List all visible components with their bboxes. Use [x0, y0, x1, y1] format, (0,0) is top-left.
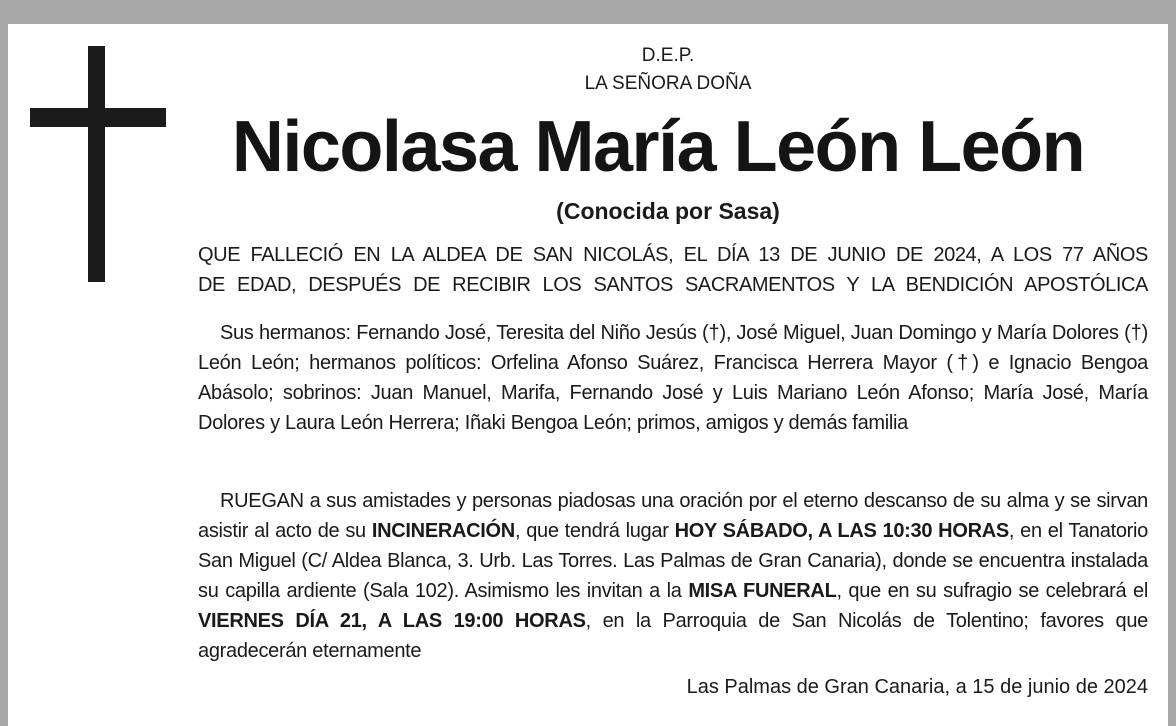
- cremation-label: INCINERACIÓN: [371, 520, 515, 542]
- funeral-mass-label: MISA FUNERAL: [688, 580, 837, 602]
- honorific-heading: LA SEÑORA DOÑA: [584, 73, 752, 94]
- request-text-1: RUEGAN a sus amistades y personas piadosas una oración por el eterno descanso de su alma y se sirvan asistir al acto de su: [198, 490, 1148, 542]
- request-paragraph: [198, 486, 1148, 666]
- place-date-signoff: Las Palmas de Gran Canaria, a 15 de junio de 2024: [686, 676, 1148, 698]
- deceased-nickname: (Conocida por Sasa): [556, 198, 780, 224]
- cross-horizontal-bar: [30, 108, 166, 127]
- death-announcement: [198, 240, 1148, 300]
- request-text-5: , en la Parroquia de San Nicolás de Tolentino; favores que agradecerán eternamente: [198, 610, 1148, 662]
- death-announcement-line-2: DE EDAD, DESPUÉS DE RECIBIR LOS SANTOS SACRAMENTOS Y LA BENDICIÓN APOSTÓLICA: [198, 274, 1148, 296]
- funeral-mass-time: VIERNES DÍA 21, A LAS 19:00 HORAS: [198, 610, 586, 632]
- request-text-4: , que en su sufragio se celebrará el: [836, 580, 1148, 602]
- request-text-2: , que tendrá lugar: [514, 520, 675, 542]
- family-paragraph: [198, 318, 1148, 438]
- latin-cross-icon: [30, 46, 166, 282]
- family-text: Sus hermanos: Fernando José, Teresita del Niño Jesús (†), José Miguel, Juan Domingo y María Dolores (†) León León; hermanos políticos: Orfelina Afonso Suárez, Francisca Herrera Mayor (†) e Ignacio Bengoa Abásolo; sobrinos: Juan Manuel, Marifa, Fernando José y Luis Mariano León Afonso; María José, María Dolores y Laura León Herrera; Iñaki Bengoa León; primos, amigos y demás familia: [198, 322, 1148, 434]
- cross-vertical-bar: [88, 46, 105, 282]
- obituary-notice: [8, 24, 1168, 726]
- request-text-3: , en el Tanatorio San Miguel (C/ Aldea Blanca, 3. Urb. Las Torres. Las Palmas de Gran Canaria), donde se encuentra instalada su capilla ardiente (Sala 102). Asimismo les invitan a la: [198, 520, 1148, 602]
- cremation-time: HOY SÁBADO, A LAS 10:30 HORAS: [674, 520, 1009, 542]
- dep-heading: D.E.P.: [641, 45, 695, 66]
- death-announcement-line-1: QUE FALLECIÓ EN LA ALDEA DE SAN NICOLÁS, EL DÍA 13 DE JUNIO DE 2024, A LOS 77 AÑOS: [198, 244, 1148, 266]
- deceased-name: Nicolasa María León León: [231, 107, 1085, 187]
